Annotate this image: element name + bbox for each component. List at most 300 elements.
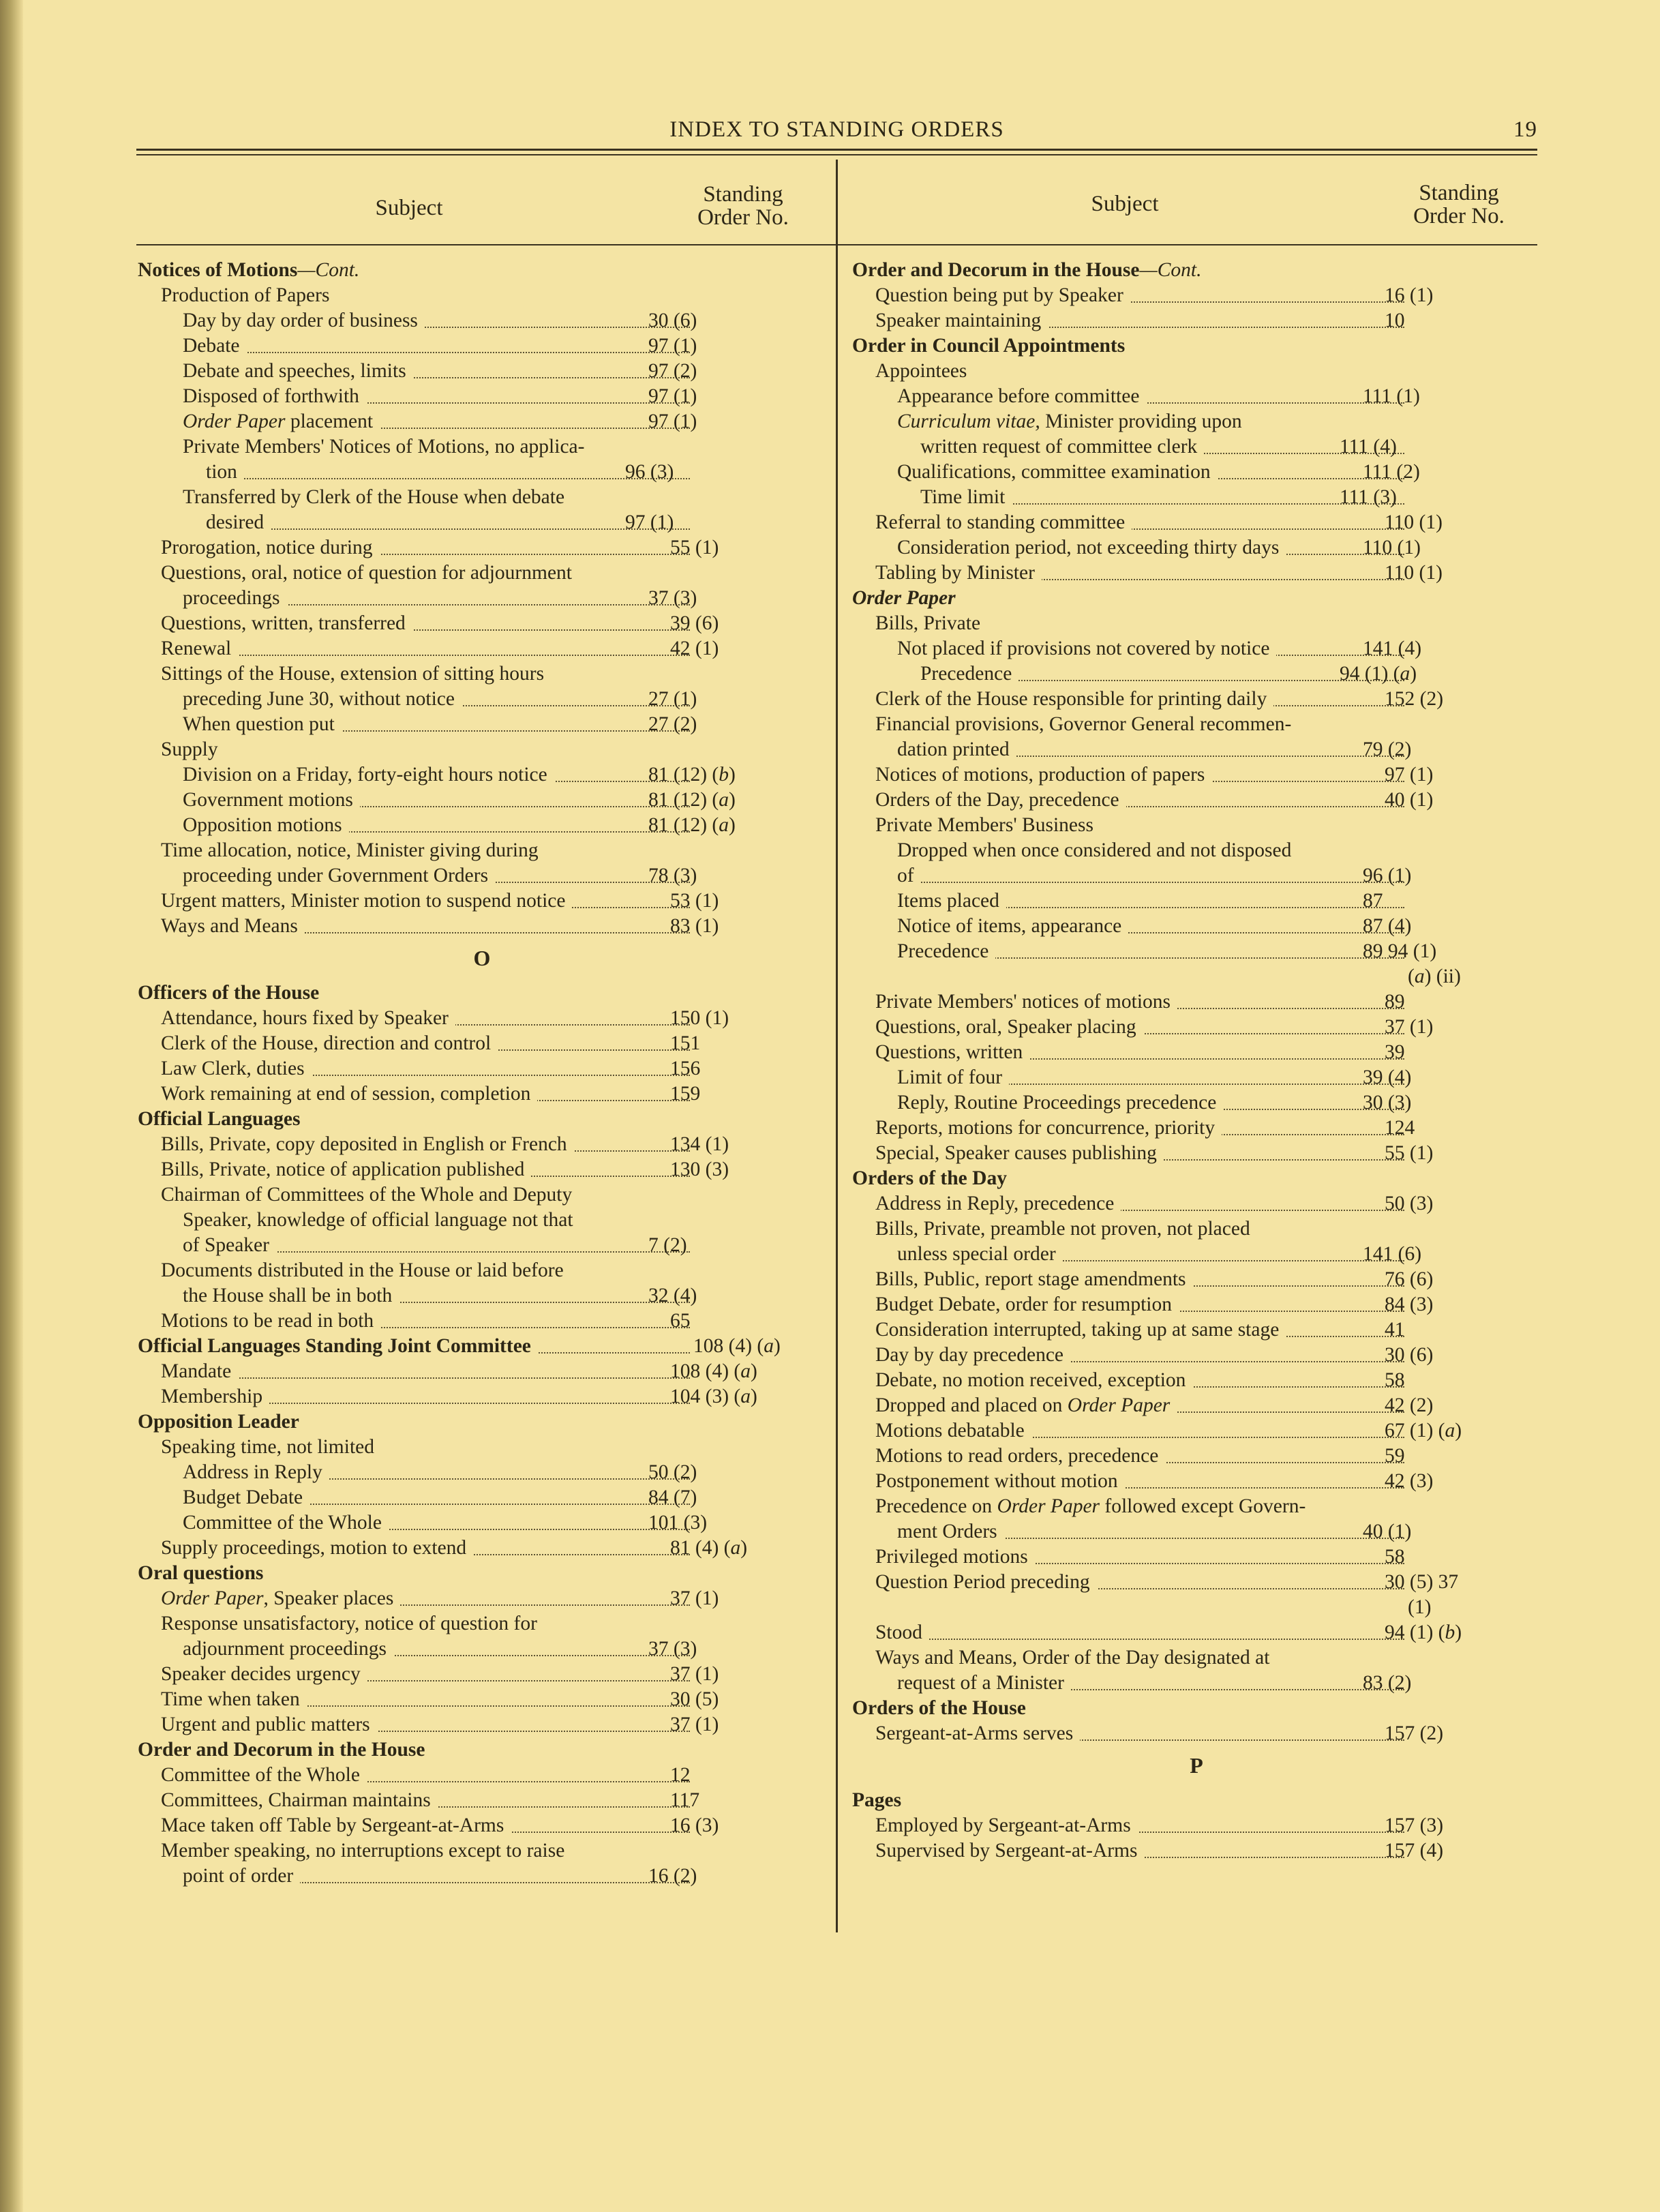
entry-subject-text: Notices of Motions	[138, 259, 298, 281]
standing-order-number: 117	[670, 1789, 700, 1811]
entry-subject-text: Clerk of the House responsible for printing daily	[875, 688, 1267, 710]
entry-subject	[875, 1495, 1312, 1517]
entry-subject	[920, 436, 1204, 458]
index-entry	[852, 1813, 1541, 1838]
entry-subject	[183, 360, 413, 382]
standing-order-number: 37 (1)	[670, 1714, 719, 1735]
standing-order-number: 55 (1)	[1385, 1142, 1434, 1164]
entry-subject	[161, 1436, 381, 1458]
entry-subject	[852, 1789, 908, 1811]
index-entry	[138, 1309, 826, 1334]
entry-subject	[875, 1344, 1070, 1366]
index-entry	[138, 1132, 826, 1157]
entry-subject-text: Bills, Private, preamble not proven, not placed	[875, 1218, 1250, 1240]
index-entry	[138, 384, 826, 409]
entry-subject	[875, 1722, 1080, 1744]
standing-order-number: (1)	[1408, 1596, 1432, 1618]
index-entry	[852, 939, 1541, 964]
entry-subject-text: desired	[206, 511, 265, 533]
entry-subject-text: Chairman of Committees of the Whole and Deputy	[161, 1184, 573, 1206]
standing-order-number: 79 (2)	[1363, 738, 1412, 760]
entry-subject	[875, 360, 974, 382]
index-heading	[138, 258, 826, 283]
right-order-heading-line1: Standing	[1419, 181, 1499, 205]
standing-order-number: 141 (6)	[1363, 1243, 1422, 1265]
entry-subject-text: Financial provisions, Governor General recommen-	[875, 713, 1292, 735]
index-entry	[852, 762, 1541, 788]
standing-order-number: 81 (12) (b)	[648, 764, 736, 786]
entry-subject	[897, 839, 1298, 861]
entry-subject-text: Limit of four	[897, 1066, 1003, 1088]
page-header	[136, 117, 1537, 147]
standing-order-number: 97 (1)	[648, 410, 697, 432]
standing-order-number: 32 (4)	[648, 1285, 697, 1306]
entry-subject-text: Questions, oral, Speaker placing	[875, 1016, 1136, 1038]
entry-subject-text: Order Paper	[183, 410, 286, 432]
index-entry	[138, 1081, 826, 1107]
entry-subject-text: Appearance before committee	[897, 385, 1140, 407]
standing-order-number: 81 (4) (a)	[670, 1537, 748, 1559]
entry-subject	[875, 764, 1211, 786]
entry-subject	[875, 1117, 1222, 1139]
standing-order-number: 53 (1)	[670, 890, 719, 912]
index-entry	[138, 1788, 826, 1813]
entry-subject	[875, 284, 1130, 306]
entry-subject-text: Bills, Private, copy deposited in English or French	[161, 1133, 567, 1155]
index-entry	[852, 359, 1541, 384]
entry-subject-text: Bills, Public, report stage amendments	[875, 1268, 1186, 1290]
entry-subject-text: Orders of the Day	[852, 1167, 1007, 1189]
standing-order-number: 150 (1)	[670, 1007, 729, 1029]
standing-order-number: 87 (4)	[1363, 915, 1412, 937]
index-entry	[138, 1510, 826, 1536]
index-entry	[852, 1090, 1541, 1116]
entry-subject	[875, 1142, 1164, 1164]
index-entry	[852, 561, 1541, 586]
standing-order-number: 78 (3)	[648, 865, 697, 886]
entry-subject-text: Question being put by Speaker	[875, 284, 1123, 306]
header-rule-bottom	[136, 154, 1537, 155]
index-entry	[138, 1611, 826, 1636]
entry-subject-text: Ways and Means, Order of the Day designated at	[875, 1647, 1270, 1669]
entry-subject-text: Law Clerk, duties	[161, 1058, 305, 1079]
entry-subject	[138, 1335, 538, 1357]
index-entry	[852, 1343, 1541, 1368]
entry-subject-text: Questions, written	[875, 1041, 1023, 1063]
entry-subject	[875, 511, 1132, 533]
entry-subject	[183, 486, 571, 508]
standing-order-number: 89	[1385, 991, 1405, 1013]
entry-subject-text: Motions to read orders, precedence	[875, 1445, 1159, 1467]
entry-subject-text: written request of committee clerk	[920, 436, 1198, 458]
entry-subject	[852, 259, 1208, 281]
entry-subject-text: Dropped and placed on	[875, 1394, 1063, 1416]
entry-subject	[897, 1672, 1071, 1694]
index-entry	[138, 1712, 826, 1737]
index-entry	[852, 1544, 1541, 1570]
entry-subject-suffix: placement	[285, 410, 374, 432]
entry-subject	[875, 991, 1177, 1013]
index-entry	[852, 1418, 1541, 1444]
entry-subject	[161, 1159, 531, 1180]
dot-leader	[206, 528, 690, 530]
index-entry	[138, 1031, 826, 1056]
entry-subject	[897, 461, 1218, 483]
entry-subject-text: Production of Papers	[161, 284, 330, 306]
entry-subject	[852, 1167, 1014, 1189]
entry-subject-text: adjournment proceedings	[183, 1638, 387, 1660]
index-entry	[852, 460, 1541, 485]
entry-subject-text: Employed by Sergeant-at-Arms	[875, 1814, 1131, 1836]
entry-subject-text: Order Paper	[161, 1587, 264, 1609]
standing-order-number: 94 (1) (b)	[1385, 1621, 1462, 1643]
index-entry	[852, 712, 1541, 737]
index-entry	[852, 510, 1541, 535]
entry-subject	[138, 1108, 307, 1130]
left-order-heading-line2: Order No.	[697, 205, 789, 230]
entry-subject-text: Special, Speaker causes publishing	[875, 1142, 1157, 1164]
entry-subject	[875, 1814, 1138, 1836]
entry-subject	[897, 537, 1286, 558]
index-entry	[138, 1838, 826, 1864]
entry-subject	[161, 1663, 367, 1685]
entry-subject	[206, 511, 271, 533]
entry-subject-text: proceedings	[183, 587, 280, 609]
index-entry	[852, 1444, 1541, 1469]
index-entry	[852, 1838, 1541, 1864]
index-entry	[138, 1384, 826, 1409]
right-order-heading-line2: Order No.	[1413, 204, 1505, 228]
entry-subject-text: Private Members' Notices of Motions, no applica-	[183, 436, 585, 458]
entry-subject-text: Questions, oral, notice of question for adjournment	[161, 562, 572, 584]
index-entry	[852, 1469, 1541, 1494]
section-letter: P	[1190, 1753, 1203, 1778]
entry-subject	[161, 612, 412, 634]
entry-subject	[161, 738, 225, 760]
standing-order-number: 110 (1)	[1363, 537, 1421, 558]
entry-subject	[161, 1688, 307, 1710]
entry-subject-text: Stood	[875, 1621, 922, 1643]
column-separator	[836, 160, 838, 1932]
index-entry	[852, 1242, 1541, 1267]
standing-order-number: 27 (1)	[648, 688, 697, 710]
entry-subject-text: Sittings of the House, extension of sitting hours	[161, 663, 545, 685]
entry-subject-text: Supply proceedings, motion to extend	[161, 1537, 467, 1559]
standing-order-number: 81 (12) (a)	[648, 789, 736, 811]
standing-order-number: 83 (1)	[670, 915, 719, 937]
standing-order-number: 130 (3)	[670, 1159, 729, 1180]
entry-subject	[875, 1621, 929, 1643]
index-entry	[852, 687, 1541, 712]
entry-subject-text: Response unsatisfactory, notice of question for	[161, 1613, 537, 1634]
entry-subject-text: Prorogation, notice during	[161, 537, 373, 558]
entry-subject-text: Government motions	[183, 789, 353, 811]
entry-subject	[897, 738, 1016, 760]
standing-order-number: 40 (1)	[1363, 1521, 1412, 1542]
entry-subject	[161, 1032, 498, 1054]
entry-subject-text: When question put	[183, 713, 335, 735]
entry-subject-text: Tabling by Minister	[875, 562, 1035, 584]
index-entry	[138, 535, 826, 561]
entry-subject-suffix: Minister providing upon	[1040, 410, 1242, 432]
entry-subject	[852, 1697, 1033, 1719]
dot-leader	[206, 478, 690, 479]
index-entry	[138, 737, 826, 762]
entry-subject-text: Clerk of the House, direction and control	[161, 1032, 492, 1054]
entry-subject-text: Order Paper	[852, 587, 956, 609]
index-entry	[138, 1182, 826, 1208]
entry-subject	[183, 335, 247, 357]
left-order-heading	[668, 183, 818, 229]
entry-subject	[161, 1814, 511, 1836]
index-entry	[138, 308, 826, 333]
standing-order-number: 124	[1385, 1117, 1415, 1139]
index-entry	[852, 1040, 1541, 1065]
entry-subject-text: Order and Decorum in the House	[852, 259, 1140, 281]
standing-order-number: 141 (4)	[1363, 638, 1422, 659]
index-entry	[852, 661, 1541, 687]
entry-subject	[875, 562, 1042, 584]
index-entry	[138, 1056, 826, 1081]
entry-subject	[183, 385, 366, 407]
entry-subject-text: Committee of the Whole	[161, 1764, 360, 1786]
entry-subject	[183, 310, 425, 331]
index-heading	[138, 1561, 826, 1586]
entry-subject	[875, 1268, 1193, 1290]
entry-subject	[875, 1647, 1276, 1669]
index-heading	[138, 1409, 826, 1435]
entry-subject-text: Time when taken	[161, 1688, 300, 1710]
standing-order-number: 58	[1385, 1546, 1405, 1568]
index-entry	[852, 813, 1541, 838]
standing-order-number: 111 (1)	[1363, 385, 1420, 407]
entry-subject-text: Question Period preceding	[875, 1571, 1090, 1593]
index-entry	[138, 460, 826, 485]
entry-subject	[897, 865, 921, 886]
entry-subject	[897, 410, 1249, 432]
entry-subject-text: Opposition Leader	[138, 1411, 299, 1433]
entry-subject-text: Membership	[161, 1386, 263, 1407]
entry-subject	[161, 890, 572, 912]
index-entry	[138, 561, 826, 586]
entry-subject	[897, 915, 1128, 937]
entry-subject-text: Division on a Friday, forty-eight hours notice	[183, 764, 547, 786]
entry-subject-text: Speaker maintaining	[875, 310, 1042, 331]
standing-order-number: 42 (1)	[670, 638, 719, 659]
entry-subject	[183, 436, 591, 458]
dot-leader	[161, 1377, 690, 1379]
index-entry	[852, 863, 1541, 888]
entry-subject-suffix: —Cont.	[297, 259, 360, 281]
entry-subject	[897, 638, 1276, 659]
entry-subject-text: Precedence	[920, 663, 1012, 685]
entry-subject	[161, 839, 545, 861]
entry-subject-text: of Speaker	[183, 1234, 269, 1256]
index-entry	[138, 359, 826, 384]
index-entry	[852, 1216, 1541, 1242]
entry-subject-text: Time limit	[920, 486, 1006, 508]
entry-subject	[897, 385, 1146, 407]
entry-subject-text: Disposed of forthwith	[183, 385, 359, 407]
standing-order-number: 65	[670, 1310, 691, 1332]
index-heading	[138, 1737, 826, 1763]
entry-subject	[161, 1764, 367, 1786]
index-entry	[138, 1763, 826, 1788]
index-entry	[138, 1157, 826, 1182]
entry-subject-text: Debate, no motion received, exception	[875, 1369, 1186, 1391]
index-entry	[852, 1721, 1541, 1746]
index-entry	[138, 1359, 826, 1384]
index-entry	[852, 1620, 1541, 1645]
entry-subject-text: Renewal	[161, 638, 232, 659]
entry-subject	[138, 259, 366, 281]
index-entry	[138, 1536, 826, 1561]
entry-subject	[852, 587, 963, 609]
right-order-heading	[1384, 181, 1534, 228]
entry-subject-text: proceeding under Government Orders	[183, 865, 489, 886]
entry-subject-text: Reports, motions for concurrence, priority	[875, 1117, 1216, 1139]
standing-order-number: 37 (1)	[670, 1663, 719, 1685]
right-index-column	[852, 258, 1541, 1864]
index-entry	[852, 384, 1541, 409]
standing-order-number: 110 (1)	[1385, 562, 1443, 584]
entry-subject	[183, 587, 287, 609]
standing-order-number: 58	[1385, 1369, 1405, 1391]
entry-subject	[897, 1243, 1063, 1265]
entry-subject-text: Notice of items, appearance	[897, 915, 1122, 937]
entry-subject	[138, 982, 326, 1004]
entry-subject-text: Precedence	[897, 940, 989, 962]
entry-subject-text: Documents distributed in the House or laid before	[161, 1259, 564, 1281]
entry-subject	[875, 713, 1298, 735]
entry-subject-text: Opposition motions	[183, 814, 342, 836]
index-entry	[852, 1015, 1541, 1040]
entry-subject-text: Private Members' Business	[875, 814, 1093, 836]
entry-subject	[875, 1016, 1143, 1038]
standing-order-number: 111 (4)	[1340, 436, 1397, 458]
standing-order-number: 94 (1) (a)	[1340, 663, 1417, 685]
entry-subject-text: Order and Decorum in the House	[138, 1739, 425, 1761]
entry-subject-text: Urgent matters, Minister motion to suspend notice	[161, 890, 566, 912]
section-letter: O	[473, 946, 491, 970]
dot-leader	[161, 655, 690, 656]
entry-subject-text: Budget Debate	[183, 1486, 303, 1508]
entry-subject	[183, 410, 380, 432]
entry-subject-text: Precedence on	[875, 1495, 993, 1517]
entry-subject	[875, 1546, 1035, 1568]
standing-order-number: 81 (12) (a)	[648, 814, 736, 836]
entry-subject	[875, 789, 1126, 811]
index-entry	[138, 283, 826, 308]
standing-order-number: 157 (4)	[1385, 1840, 1444, 1862]
entry-subject-text: Ways and Means	[161, 915, 298, 937]
entry-subject-text: Official Languages Standing Joint Committee	[138, 1335, 531, 1357]
index-entry	[138, 712, 826, 737]
entry-subject-text: Not placed if provisions not covered by notice	[897, 638, 1270, 659]
standing-order-number: 96 (1)	[1363, 865, 1412, 886]
standing-order-number: 97 (2)	[648, 360, 697, 382]
index-entry	[852, 636, 1541, 661]
index-heading	[852, 258, 1541, 283]
dot-leader	[897, 882, 1404, 883]
entry-subject	[161, 1310, 380, 1332]
entry-subject	[875, 612, 987, 634]
index-entry	[852, 1141, 1541, 1166]
entry-subject	[897, 1521, 1004, 1542]
entry-subject-text: Supervised by Sergeant-at-Arms	[875, 1840, 1138, 1862]
entry-subject	[875, 1420, 1031, 1441]
index-entry	[138, 485, 826, 510]
standing-order-number: 97 (1)	[1385, 764, 1434, 786]
standing-order-number: 30 (5)	[670, 1688, 719, 1710]
entry-subject-text: preceding June 30, without notice	[183, 688, 455, 710]
right-subject-heading: Subject	[1091, 192, 1159, 216]
index-entry	[852, 1267, 1541, 1292]
standing-order-number: 151	[670, 1032, 701, 1054]
index-entry	[138, 636, 826, 661]
standing-order-number: 97 (1)	[648, 335, 697, 357]
index-entry	[138, 1636, 826, 1662]
entry-subject-text: Curriculum vitae,	[897, 410, 1040, 432]
standing-order-number: 87	[1363, 890, 1383, 912]
index-entry	[852, 788, 1541, 813]
index-entry	[138, 888, 826, 914]
entry-subject	[183, 1512, 389, 1534]
left-index-column	[138, 258, 826, 1889]
index-entry	[138, 1662, 826, 1687]
entry-subject-text: Notices of motions, production of papers	[875, 764, 1205, 786]
standing-order-number: 97 (1)	[625, 511, 674, 533]
entry-subject	[183, 1285, 399, 1306]
dot-leader	[875, 1639, 1404, 1640]
standing-order-number: 37 (3)	[648, 587, 697, 609]
standing-order-number: 89 94 (1)	[1363, 940, 1437, 962]
entry-subject	[183, 1865, 300, 1887]
index-entry	[138, 788, 826, 813]
standing-order-number: 42 (3)	[1385, 1470, 1434, 1492]
entry-subject	[161, 1587, 400, 1609]
entry-subject	[183, 764, 554, 786]
entry-subject-text: Address in Reply	[183, 1461, 322, 1483]
entry-subject-suffix: Order Paper	[1062, 1394, 1171, 1416]
book-spine-shadow	[0, 0, 23, 2212]
entry-subject-text: Work remaining at end of session, completion	[161, 1083, 531, 1105]
page-title: INDEX TO STANDING ORDERS	[669, 117, 1004, 142]
standing-order-number: 50 (3)	[1385, 1193, 1434, 1214]
entry-subject	[183, 1486, 310, 1508]
entry-subject-text: Pages	[852, 1789, 902, 1811]
standing-order-number: (a) (ii)	[1408, 966, 1461, 987]
entry-subject	[897, 1092, 1223, 1114]
index-entry	[138, 687, 826, 712]
index-entry	[852, 1292, 1541, 1317]
standing-order-number: 157 (2)	[1385, 1722, 1444, 1744]
entry-subject-text: request of a Minister	[897, 1672, 1064, 1694]
entry-subject-text: Questions, written, transferred	[161, 612, 406, 634]
index-entry	[852, 888, 1541, 914]
standing-order-number: 96 (3)	[625, 461, 674, 483]
entry-subject	[161, 1840, 571, 1862]
entry-subject	[183, 1234, 276, 1256]
index-entry	[138, 1435, 826, 1460]
entry-subject-text: Attendance, hours fixed by Speaker	[161, 1007, 449, 1029]
entry-subject	[875, 1369, 1192, 1391]
index-entry	[852, 1065, 1541, 1090]
standing-order-number: 27 (2)	[648, 713, 697, 735]
index-entry	[138, 1485, 826, 1510]
standing-order-number: 84 (7)	[648, 1486, 697, 1508]
index-entry	[852, 1519, 1541, 1544]
